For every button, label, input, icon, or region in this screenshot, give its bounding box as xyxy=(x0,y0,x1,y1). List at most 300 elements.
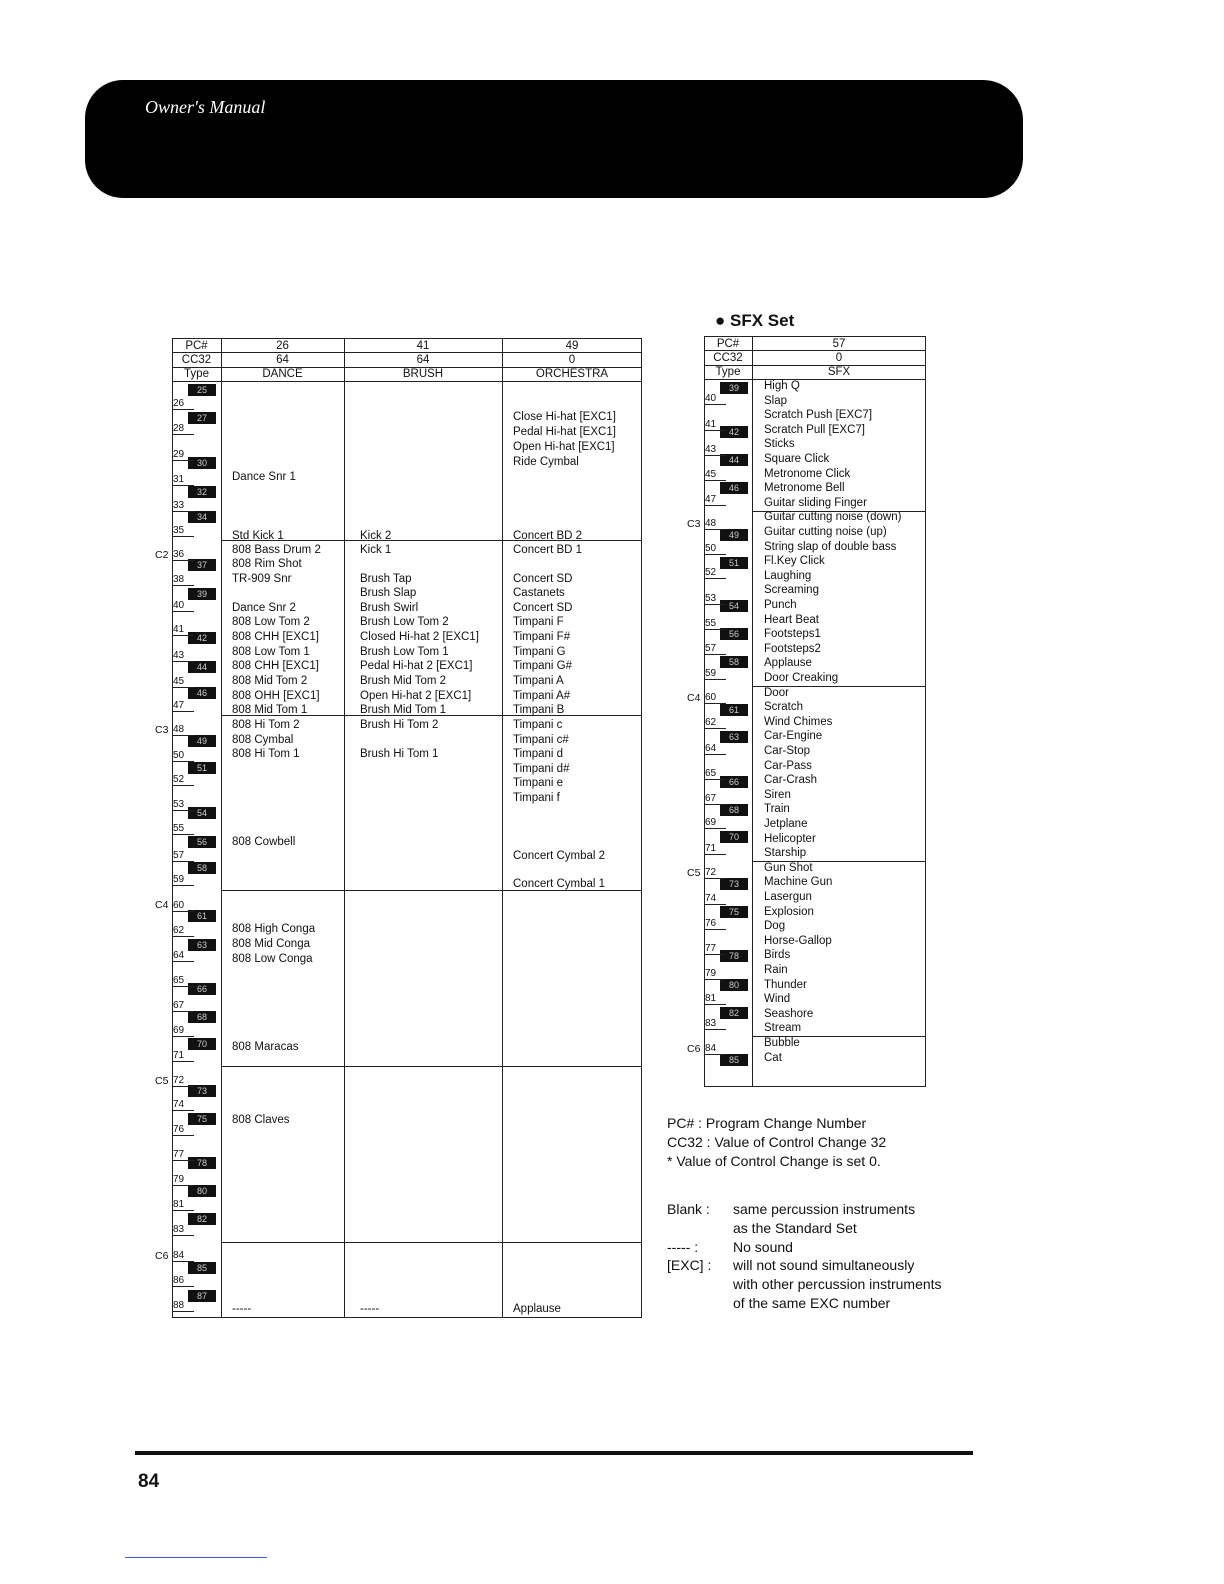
brush-sound: Kick 2 xyxy=(360,530,392,542)
sfx-type: SFX xyxy=(827,366,851,378)
white-key-number: 65 xyxy=(173,975,185,986)
white-key-divider xyxy=(704,1029,726,1030)
white-key-divider xyxy=(172,536,194,537)
white-key-number: 77 xyxy=(705,943,717,954)
white-key-number: 38 xyxy=(173,574,185,585)
legend-blank-desc-2: as the Standard Set xyxy=(733,1220,857,1236)
header-rule xyxy=(172,381,642,382)
white-key-divider xyxy=(172,885,194,886)
sfx-sound: Birds xyxy=(764,949,791,962)
orchestra-sound: Timpani B xyxy=(513,704,565,716)
white-key-number: 71 xyxy=(705,843,717,854)
white-key-number: 47 xyxy=(705,494,717,505)
column-1-type: BRUSH xyxy=(402,368,444,380)
sfx-sound: Punch xyxy=(764,599,797,611)
legend-exc-desc-2: with other percussion instruments xyxy=(733,1276,942,1292)
white-key-divider xyxy=(172,711,194,712)
black-key: 75 xyxy=(720,906,748,918)
white-key-number: 60 xyxy=(705,692,717,703)
white-key-divider xyxy=(172,485,194,486)
white-key-number: 72 xyxy=(705,867,717,878)
brush-sound: Brush Mid Tom 1 xyxy=(360,704,447,716)
white-key-number: 76 xyxy=(173,1124,185,1135)
sfx-sound: Car-Engine xyxy=(764,730,823,743)
white-key-number: 50 xyxy=(705,543,717,554)
white-key-divider xyxy=(172,560,194,561)
white-key-number: 81 xyxy=(173,1199,185,1210)
orchestra-sound: Open Hi-hat [EXC1] xyxy=(513,441,615,453)
black-key: 49 xyxy=(188,735,216,747)
black-key: 70 xyxy=(188,1038,216,1050)
white-key-number: 29 xyxy=(173,449,185,460)
black-key: 46 xyxy=(188,687,216,699)
white-key-number: 74 xyxy=(173,1099,185,1110)
sfx-cc32: 0 xyxy=(835,352,843,364)
black-key: 78 xyxy=(188,1157,216,1169)
white-key-divider xyxy=(704,1004,726,1005)
white-key-divider xyxy=(704,1054,726,1055)
orchestra-sound: Timpani A# xyxy=(513,690,571,702)
black-key: 87 xyxy=(188,1290,216,1302)
white-key-number: 41 xyxy=(173,624,185,635)
brush-sound: Brush Low Tom 2 xyxy=(360,616,449,628)
dance-sound: 808 Low Tom 1 xyxy=(232,646,310,658)
black-key: 27 xyxy=(188,412,216,424)
sfx-sound: Explosion xyxy=(764,905,814,918)
black-key: 85 xyxy=(188,1262,216,1274)
white-key-divider xyxy=(172,511,194,512)
black-key: 82 xyxy=(720,1007,748,1019)
black-key: 66 xyxy=(188,983,216,995)
page-number: 84 xyxy=(138,1471,160,1492)
sfx-sound: Guitar sliding Finger xyxy=(764,496,867,509)
black-key: 30 xyxy=(188,457,216,469)
bullet-icon: ● xyxy=(715,311,726,330)
sfx-sound: Guitar cutting noise (up) xyxy=(764,526,887,538)
sfx-sound: Footsteps1 xyxy=(764,628,821,641)
white-key-number: 28 xyxy=(173,423,185,434)
black-key: 58 xyxy=(720,656,748,668)
white-key-divider xyxy=(704,804,726,805)
dance-sound: 808 OHH [EXC1] xyxy=(232,690,320,702)
sfx-sound: Machine Gun xyxy=(764,876,833,889)
orchestra-sound: Concert Cymbal 1 xyxy=(513,878,606,890)
brush-sound: Closed Hi-hat 2 [EXC1] xyxy=(360,631,479,643)
orchestra-sound: Timpani d# xyxy=(513,763,570,775)
white-key-divider xyxy=(704,854,726,855)
sfx-sound: Footsteps2 xyxy=(764,642,821,655)
white-key-divider xyxy=(704,754,726,755)
black-key: 49 xyxy=(720,529,748,541)
black-key: 63 xyxy=(720,731,748,743)
white-key-divider xyxy=(172,460,194,461)
black-key: 54 xyxy=(720,600,748,612)
white-key-number: 40 xyxy=(705,393,717,404)
sfx-sound: Screaming xyxy=(764,584,819,597)
white-key-divider xyxy=(172,761,194,762)
black-key: 85 xyxy=(720,1054,748,1066)
white-key-number: 43 xyxy=(705,444,717,455)
white-key-divider xyxy=(172,1036,194,1037)
dance-sound: TR-909 Snr xyxy=(232,573,292,585)
white-key-divider xyxy=(172,986,194,987)
white-key-number: 60 xyxy=(173,900,185,911)
sfx-set-title: SFX Set xyxy=(730,311,795,330)
sfx-sound: Car-Stop xyxy=(764,745,811,757)
dance-sound: Dance Snr 2 xyxy=(232,602,296,614)
white-key-divider xyxy=(172,1311,194,1312)
white-key-number: 53 xyxy=(705,593,717,604)
dance-sound: 808 Mid Tom 2 xyxy=(232,675,308,687)
sfx-sound: Heart Beat xyxy=(764,613,819,626)
white-key-number: 72 xyxy=(173,1075,185,1086)
legend-nosound-desc: No sound xyxy=(733,1239,793,1255)
orchestra-sound: Timpani f xyxy=(513,792,560,804)
sfx-sound: String slap of double bass xyxy=(764,540,897,553)
column-rule xyxy=(344,338,345,1318)
black-key: 39 xyxy=(720,382,748,394)
white-key-number: 52 xyxy=(705,567,717,578)
header-label-type: Type xyxy=(184,368,209,380)
white-key-divider xyxy=(704,828,726,829)
white-key-divider xyxy=(172,1135,194,1136)
brush-sound: Brush Mid Tom 2 xyxy=(360,675,447,687)
white-key-number: 69 xyxy=(173,1025,185,1036)
white-key-divider xyxy=(704,979,726,980)
orchestra-sound: Timpani c# xyxy=(513,734,569,746)
white-key-number: 83 xyxy=(705,1018,717,1029)
white-key-divider xyxy=(172,961,194,962)
orchestra-sound: Timpani c xyxy=(513,719,563,731)
white-key-number: 53 xyxy=(173,799,185,810)
sfx-pc: 57 xyxy=(832,338,846,350)
white-key-number: 33 xyxy=(173,500,185,511)
column-rule xyxy=(221,338,222,1318)
black-key: 82 xyxy=(188,1213,216,1225)
sfx-sound: Wind xyxy=(764,993,791,1006)
column-2-type: ORCHESTRA xyxy=(535,368,609,380)
sfx-sound: Gun Shot xyxy=(764,861,813,874)
dance-sound: 808 Bass Drum 2 xyxy=(232,544,321,556)
white-key-divider xyxy=(172,1286,194,1287)
orchestra-sound: Concert Cymbal 2 xyxy=(513,850,606,862)
sfx-sound: Fl.Key Click xyxy=(764,555,825,568)
white-key-divider xyxy=(704,703,726,704)
white-key-divider xyxy=(172,1086,194,1087)
brush-sound: Brush Low Tom 1 xyxy=(360,646,449,658)
brush-sound: Pedal Hi-hat 2 [EXC1] xyxy=(360,660,473,672)
sfx-header-label-pc: PC# xyxy=(716,338,740,350)
octave-label: C6 xyxy=(155,1250,169,1262)
white-key-number: 52 xyxy=(173,774,185,785)
white-key-number: 35 xyxy=(173,525,185,536)
white-key-divider xyxy=(704,728,726,729)
column-2-pc: 49 xyxy=(565,340,579,352)
white-key-number: 62 xyxy=(173,925,185,936)
orchestra-sound: Concert BD 2 xyxy=(513,530,583,542)
sfx-sound: Sticks xyxy=(764,438,795,451)
sfx-sound: Square Click xyxy=(764,453,830,465)
sfx-sound: Scratch xyxy=(764,701,803,714)
white-key-number: 48 xyxy=(173,724,185,735)
column-1-cc32: 64 xyxy=(416,354,430,366)
white-key-divider xyxy=(172,1235,194,1236)
column-2-cc32: 0 xyxy=(568,354,576,366)
header-banner xyxy=(85,80,1023,198)
black-key: 78 xyxy=(720,950,748,962)
white-key-number: 59 xyxy=(705,668,717,679)
black-key: 80 xyxy=(720,979,748,991)
black-key: 39 xyxy=(188,588,216,600)
white-key-divider xyxy=(704,578,726,579)
black-key: 42 xyxy=(188,632,216,644)
sfx-sound: Laughing xyxy=(764,569,812,582)
octave-label: C4 xyxy=(155,899,169,911)
brush-sound: Brush Slap xyxy=(360,587,417,599)
white-key-number: 62 xyxy=(705,717,717,728)
white-key-number: 31 xyxy=(173,474,185,485)
white-key-divider xyxy=(704,679,726,680)
sfx-sound: Cat xyxy=(764,1051,782,1064)
orchestra-sound: Ride Cymbal xyxy=(513,456,579,468)
black-key: 54 xyxy=(188,807,216,819)
sfx-sound: Door Creaking xyxy=(764,672,839,684)
white-key-divider xyxy=(704,430,726,431)
orchestra-sound: Applause xyxy=(513,1303,561,1315)
white-key-number: 81 xyxy=(705,993,717,1004)
white-key-number: 45 xyxy=(173,676,185,687)
white-key-divider xyxy=(704,455,726,456)
black-key: 61 xyxy=(188,910,216,922)
white-key-divider xyxy=(172,611,194,612)
dance-sound: 808 High Conga xyxy=(232,923,316,935)
white-key-divider xyxy=(704,954,726,955)
dance-sound: 808 Cymbal xyxy=(232,734,294,746)
sfx-sound: Guitar cutting noise (down) xyxy=(764,511,902,524)
dance-sound: ----- xyxy=(232,1303,252,1315)
black-key: 75 xyxy=(188,1113,216,1125)
black-key: 44 xyxy=(720,454,748,466)
dance-sound: 808 Hi Tom 2 xyxy=(232,719,300,731)
white-key-divider xyxy=(172,585,194,586)
legend-exc-key: [EXC] : xyxy=(667,1257,712,1273)
white-key-divider xyxy=(172,1011,194,1012)
brush-sound: Brush Hi Tom 1 xyxy=(360,748,439,760)
black-key: 56 xyxy=(720,628,748,640)
legend-note: * Value of Control Change is set 0. xyxy=(667,1153,881,1169)
white-key-divider xyxy=(172,1210,194,1211)
white-key-divider xyxy=(704,904,726,905)
sfx-sound: Starship xyxy=(764,847,807,860)
legend-exc-desc-3: of the same EXC number xyxy=(733,1295,891,1311)
octave-label: C6 xyxy=(687,1043,701,1055)
black-key: 46 xyxy=(720,482,748,494)
white-key-divider xyxy=(704,878,726,879)
column-0-type: DANCE xyxy=(262,368,303,380)
header-rule xyxy=(704,379,926,380)
dance-sound: Dance Snr 1 xyxy=(232,471,296,483)
sfx-sound: Applause xyxy=(764,657,812,670)
sfx-sound: Scratch Push [EXC7] xyxy=(764,409,873,422)
sfx-set-heading xyxy=(715,311,794,331)
black-key: 51 xyxy=(188,762,216,774)
white-key-divider xyxy=(704,404,726,405)
white-key-number: 50 xyxy=(173,750,185,761)
sfx-sound: Lasergun xyxy=(764,891,812,903)
legend-blank-key: Blank : xyxy=(667,1201,710,1217)
black-key: 68 xyxy=(188,1011,216,1023)
brush-sound: Brush Tap xyxy=(360,573,412,585)
black-key: 32 xyxy=(188,486,216,498)
sfx-sound: Bubble xyxy=(764,1037,800,1049)
dance-sound: 808 Low Conga xyxy=(232,953,313,965)
white-key-number: 79 xyxy=(173,1174,185,1185)
header-label-cc32: CC32 xyxy=(181,354,212,366)
dance-sound: 808 Maracas xyxy=(232,1041,299,1053)
dance-sound: 808 CHH [EXC1] xyxy=(232,660,319,672)
sfx-sound: Siren xyxy=(764,788,791,801)
sfx-sound: Scratch Pull [EXC7] xyxy=(764,423,865,436)
brush-sound: Kick 1 xyxy=(360,544,392,556)
white-key-number: 71 xyxy=(173,1050,185,1061)
white-key-number: 84 xyxy=(173,1250,185,1261)
sfx-sound: Car-Crash xyxy=(764,774,818,787)
manual-title: Owner's Manual xyxy=(145,97,266,117)
white-key-divider xyxy=(172,409,194,410)
white-key-number: 57 xyxy=(173,850,185,861)
white-key-divider xyxy=(172,661,194,662)
white-key-divider xyxy=(172,1261,194,1262)
white-key-number: 86 xyxy=(173,1275,185,1286)
white-key-number: 79 xyxy=(705,968,717,979)
white-key-number: 36 xyxy=(173,549,185,560)
white-key-number: 67 xyxy=(705,793,717,804)
white-key-number: 88 xyxy=(173,1300,185,1311)
black-key: 70 xyxy=(720,831,748,843)
white-key-divider xyxy=(172,434,194,435)
black-key: 66 xyxy=(720,776,748,788)
white-key-divider xyxy=(172,911,194,912)
legend-cc32: CC32 : Value of Control Change 32 xyxy=(667,1134,887,1150)
black-key: 42 xyxy=(720,426,748,438)
black-key: 37 xyxy=(188,559,216,571)
octave-label: C5 xyxy=(687,867,701,879)
brush-sound: Brush Swirl xyxy=(360,602,419,614)
white-key-divider xyxy=(172,936,194,937)
black-key: 73 xyxy=(720,878,748,890)
white-key-number: 43 xyxy=(173,650,185,661)
black-key: 61 xyxy=(720,704,748,716)
octave-label: C3 xyxy=(155,724,169,736)
white-key-number: 55 xyxy=(173,823,185,834)
white-key-divider xyxy=(704,480,726,481)
dance-sound: 808 Mid Conga xyxy=(232,938,310,950)
orchestra-sound: Timpani e xyxy=(513,777,564,789)
footer-link-line xyxy=(125,1557,267,1558)
white-key-number: 48 xyxy=(705,518,717,529)
sfx-sound: Metronome Bell xyxy=(764,482,845,495)
white-key-number: 67 xyxy=(173,1000,185,1011)
black-key: 68 xyxy=(720,804,748,816)
white-key-number: 55 xyxy=(705,618,717,629)
black-key: 58 xyxy=(188,862,216,874)
white-key-divider xyxy=(704,505,726,506)
white-key-divider xyxy=(172,687,194,688)
white-key-number: 64 xyxy=(173,950,185,961)
white-key-number: 74 xyxy=(705,893,717,904)
sfx-sound: Thunder xyxy=(764,978,807,991)
octave-rule xyxy=(221,1066,642,1067)
sfx-sound: Slap xyxy=(764,394,788,407)
dance-sound: 808 Rim Shot xyxy=(232,558,302,570)
brush-sound: Open Hi-hat 2 [EXC1] xyxy=(360,690,472,702)
sfx-sound: Rain xyxy=(764,964,788,976)
white-key-divider xyxy=(704,629,726,630)
main-table-frame xyxy=(172,338,642,1318)
white-key-divider xyxy=(172,861,194,862)
orchestra-sound: Timpani A xyxy=(513,675,564,687)
sfx-sound: Seashore xyxy=(764,1007,814,1020)
sfx-sound: Wind Chimes xyxy=(764,715,833,728)
white-key-divider xyxy=(172,785,194,786)
dance-sound: 808 CHH [EXC1] xyxy=(232,631,319,643)
white-key-divider xyxy=(704,529,726,530)
sfx-sound: Jetplane xyxy=(764,818,808,830)
octave-label: C5 xyxy=(155,1075,169,1087)
octave-label: C2 xyxy=(155,549,169,561)
orchestra-sound: Timpani d xyxy=(513,748,564,760)
white-key-number: 64 xyxy=(705,743,717,754)
white-key-number: 26 xyxy=(173,398,185,409)
white-key-divider xyxy=(172,1061,194,1062)
dance-sound: 808 Hi Tom 1 xyxy=(232,748,300,760)
white-key-divider xyxy=(172,635,194,636)
dance-sound: 808 Cowbell xyxy=(232,836,296,848)
white-key-divider xyxy=(704,554,726,555)
white-key-number: 77 xyxy=(173,1149,185,1160)
sfx-header-label-cc32: CC32 xyxy=(713,352,743,364)
orchestra-sound: Concert SD xyxy=(513,602,573,614)
column-1-pc: 41 xyxy=(416,340,430,352)
dance-sound: 808 Mid Tom 1 xyxy=(232,704,308,716)
black-key: 80 xyxy=(188,1185,216,1197)
orchestra-sound: Timpani G# xyxy=(513,660,573,672)
dance-sound: 808 Low Tom 2 xyxy=(232,616,310,628)
orchestra-sound: Concert SD xyxy=(513,573,573,585)
black-key: 25 xyxy=(188,384,216,396)
sfx-sound: Car-Pass xyxy=(764,759,812,772)
brush-sound: ----- xyxy=(360,1303,380,1315)
white-key-divider xyxy=(172,1185,194,1186)
sfx-sound: Metronome Click xyxy=(764,467,851,480)
white-key-number: 40 xyxy=(173,600,185,611)
black-key: 63 xyxy=(188,939,216,951)
orchestra-sound: Timpani G xyxy=(513,646,566,658)
orchestra-sound: Close Hi-hat [EXC1] xyxy=(513,411,616,423)
sfx-sound: Door xyxy=(764,686,789,699)
octave-label: C3 xyxy=(687,518,701,530)
white-key-divider xyxy=(704,604,726,605)
orchestra-sound: Concert BD 1 xyxy=(513,544,583,556)
orchestra-sound: Timpani F# xyxy=(513,631,571,643)
white-key-number: 65 xyxy=(705,768,717,779)
white-key-divider xyxy=(704,929,726,930)
white-key-divider xyxy=(172,735,194,736)
octave-rule xyxy=(221,1242,642,1243)
white-key-number: 69 xyxy=(705,817,717,828)
white-key-number: 76 xyxy=(705,918,717,929)
brush-sound: Brush Hi Tom 2 xyxy=(360,719,439,731)
